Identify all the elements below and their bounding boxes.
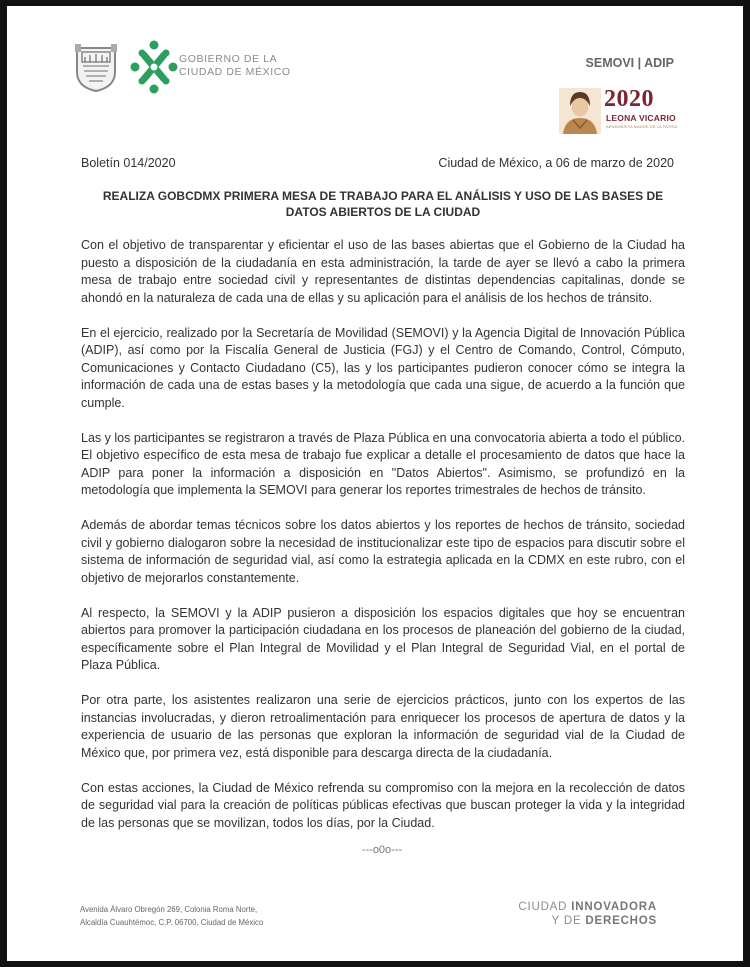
slogan-part-b: INNOVADORA — [571, 901, 657, 913]
footer-slogan — [518, 901, 657, 928]
bulletin-number: Boletín 014/2020 — [81, 156, 176, 170]
banner-name: LEONA VICARIO — [606, 113, 676, 123]
address-line-2: Alcaldía Cuauhtémoc, C.P. 06700, Ciudad de México — [80, 917, 264, 927]
gov-line-1: GOBIERNO DE LA — [179, 53, 278, 65]
cdmx-logo-icon — [129, 39, 179, 95]
bulletin-date: Ciudad de México, a 06 de marzo de 2020 — [438, 156, 674, 170]
press-release-title: REALIZA GOBCDMX PRIMERA MESA DE TRABAJO PARA EL ANÁLISIS Y USO DE LAS BASES DE DATOS ABIERTOS DE LA CIUDAD — [102, 189, 664, 219]
agency-label: SEMOVI | ADIP — [585, 56, 674, 70]
footer-address — [80, 904, 263, 929]
paragraph: Con el objetivo de transparentar y eficientar el uso de las bases abiertas que el Gobierno de la Ciudad ha puesto a disposición de la ciudadanía en esta administración, la tarde de ayer se llevó a cabo la primera mesa de trabajo entre sociedad civil y representantes de distintas dependencias capitalinas, donde se ahondó en la naturaleza de cada una de ellas y su aplicación para el análisis de los hechos de tránsito. — [81, 238, 685, 305]
paragraph: Con estas acciones, la Ciudad de México refrenda su compromiso con la mejora en la recolección de datos de seguridad vial para la creación de políticas públicas efectivas que buscan proteger la vida y la integridad de las personas que se movilizan, todos los días, por la Ciudad. — [81, 780, 685, 830]
paragraph: Por otra parte, los asistentes realizaron una serie de ejercicios prácticos, junto con los expertos de las instancias involucradas, y dieron retroalimentación para enriquecer los procesos de apertura de datos y la experiencia de usuario de las personas que exploran la información de seguridad vial de la Ciudad de México que, por primera vez, está disponible para descarga directa de la ciudadanía. — [81, 693, 685, 760]
paragraph: Al respecto, la SEMOVI y la ADIP pusieron a disposición los espacios digitales que hoy se encuentran abiertos para promover la participación ciudadana en los procesos de planeación del gobierno de la ciudad, específicamente sobre el Plan Integral de Movilidad y el Plan Integral de Seguridad Vial, en el portal de Plaza Pública. — [81, 605, 685, 672]
banner-tagline: BENEMÉRITA MADRE DE LA PATRIA — [606, 124, 678, 129]
gov-line-2: CIUDAD DE MÉXICO — [179, 65, 291, 78]
coat-of-arms-icon — [74, 42, 118, 92]
address-line-1: Avenida Álvaro Obregón 269, Colonia Roma Norte, — [80, 905, 258, 914]
paragraph: Además de abordar temas técnicos sobre los datos abiertos y los reportes de hechos de tránsito, sociedad civil y gobierno dialogaron sobre la necesidad de institucionalizar este tipo de espacios para discutir sobre el sistema de información de seguridad vial, así como la estrategia aplicada en la CDMX en este rubro, con el objetivo de mejorarlos constantemente. — [81, 518, 685, 585]
government-name — [179, 53, 291, 78]
leona-vicario-portrait-icon — [559, 88, 601, 134]
slogan-part-c: Y DE — [551, 914, 586, 927]
leona-vicario-banner — [559, 88, 683, 134]
slogan-part-a: CIUDAD — [518, 901, 572, 913]
press-release-body — [81, 237, 685, 850]
banner-year: 2020 — [604, 86, 654, 112]
paragraph: Las y los participantes se registraron a través de Plaza Pública en una convocatoria abierta a todo el público. El objetivo específico de esta mesa de trabajo fue explicar a detalle el procesamiento de datos que hace la ADIP para poner la información a disposición en "Datos Abiertos". Asimismo, se profundizó en la metodología que implementa la SEMOVI para generar los reportes trimestrales de hechos de tránsito. — [81, 430, 685, 497]
paragraph: En el ejercicio, realizado por la Secretaría de Movilidad (SEMOVI) y la Agencia Digital de Innovación Pública (ADIP), así como por la Fiscalía General de Justicia (FGJ) y el Centro de Comando, Control, Cómputo, Comunicaciones y Contacto Ciudadano (C5), las y los participantes pudieron conocer cómo se integra la información de cada una de estas bases y la metodología que cada una sigue, de acuerdo a la función que cumple. — [81, 325, 685, 410]
slogan-part-d: DERECHOS — [585, 914, 657, 927]
document-page — [7, 6, 743, 961]
end-separator: ---o0o--- — [361, 844, 403, 856]
